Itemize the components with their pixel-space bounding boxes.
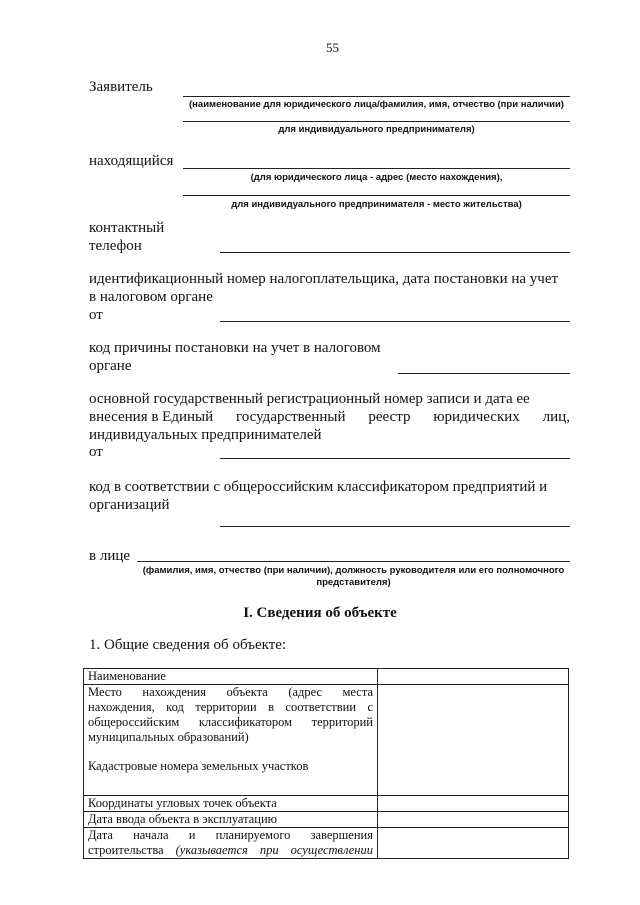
kpp-text-2: органе — [89, 358, 132, 374]
row-cadastral-label: Кадастровые номера земельных участков — [88, 759, 309, 773]
ogrn-word-5: лиц, — [542, 409, 570, 425]
person-hint-2: представителя) — [316, 577, 391, 588]
inn-text-1: идентификационный номер налогоплательщика, дата постановки на учет — [89, 271, 559, 287]
row-commission-label: Дата ввода объекта в эксплуатацию — [84, 812, 378, 828]
row-construction-value-cell[interactable] — [378, 828, 569, 859]
row-name-label: Наименование — [84, 669, 378, 685]
ogrn-input-line[interactable] — [220, 458, 570, 459]
row-construction-italic: (указывается при осуществлении — [175, 843, 373, 857]
contact-label-2: телефон — [89, 238, 142, 254]
contact-phone-input-line[interactable] — [220, 252, 570, 253]
row-location-value-cell[interactable] — [378, 685, 569, 796]
ogrn-word-4: юридических — [433, 409, 520, 425]
ogrn-from-label: от — [89, 444, 103, 460]
row-commission-value-cell[interactable] — [378, 812, 569, 828]
okpo-text-1: код в соответствии с общероссийским классификатором предприятий и — [89, 479, 548, 495]
row-name-value-cell[interactable] — [378, 669, 569, 685]
ogrn-text-2 — [89, 408, 570, 427]
okpo-input-line[interactable] — [220, 526, 570, 527]
ogrn-word-3: реестр — [368, 409, 411, 425]
table-row — [84, 796, 569, 812]
table-row — [84, 669, 569, 685]
ogrn-text-3: индивидуальных предпринимателей — [89, 427, 322, 443]
person-input-line[interactable] — [137, 561, 570, 562]
location-hint-2: для индивидуального предпринимателя - место жительства) — [231, 199, 522, 210]
inn-text-2: в налоговом органе — [89, 289, 213, 305]
table-row — [84, 828, 569, 859]
ogrn-word-1: внесения в Единый — [89, 409, 214, 425]
kpp-input-line[interactable] — [398, 373, 570, 374]
inn-from-label: от — [89, 307, 103, 323]
row-location-label-cell — [84, 685, 378, 796]
applicant-hint-1: (наименование для юридического лица/фамилия, имя, отчество (при наличии) — [189, 99, 564, 110]
row-construction-label — [88, 828, 373, 858]
okpo-text-2: организаций — [89, 497, 170, 513]
row-coords-label: Координаты угловых точек объекта — [84, 796, 378, 812]
person-label: в лице — [89, 548, 131, 564]
row-construction-label-cell — [84, 828, 378, 859]
page-number: 55 — [326, 40, 339, 55]
table-row — [84, 812, 569, 828]
location-label: находящийся — [89, 153, 174, 169]
applicant-input-line-2[interactable] — [183, 121, 570, 122]
row-coords-value-cell[interactable] — [378, 796, 569, 812]
ogrn-text-1: основной государственный регистрационный номер записи и дата ее — [89, 391, 530, 407]
person-hint-1: (фамилия, имя, отчество (при наличии), должность руководителя или его полномочного — [142, 565, 565, 576]
object-info-table — [83, 668, 569, 859]
applicant-hint-2: для индивидуального предпринимателя) — [278, 124, 475, 135]
section-title: I. Сведения об объекте — [243, 605, 397, 621]
row-location-label: Место нахождения объекта (адрес места нахождения, код территории в соответствии с общероссийским классификатором территорий муниципальных образований) — [88, 685, 373, 744]
row-construction-plain: Дата начала и планируемого завершения строительства — [88, 828, 373, 857]
location-hint-1: (для юридического лица - адрес (место нахождения), — [250, 172, 503, 183]
kpp-text-1: код причины постановки на учет в налоговом — [89, 340, 381, 356]
location-input-line-1[interactable] — [183, 168, 570, 169]
subsection-title: 1. Общие сведения об объекте: — [89, 637, 287, 653]
applicant-label: Заявитель — [89, 79, 153, 95]
ogrn-word-2: государственный — [236, 409, 346, 425]
inn-input-line[interactable] — [220, 321, 570, 322]
applicant-input-line-1[interactable] — [183, 96, 570, 97]
contact-label-1: контактный — [89, 220, 165, 236]
table-row — [84, 685, 569, 796]
location-input-line-2[interactable] — [183, 195, 570, 196]
